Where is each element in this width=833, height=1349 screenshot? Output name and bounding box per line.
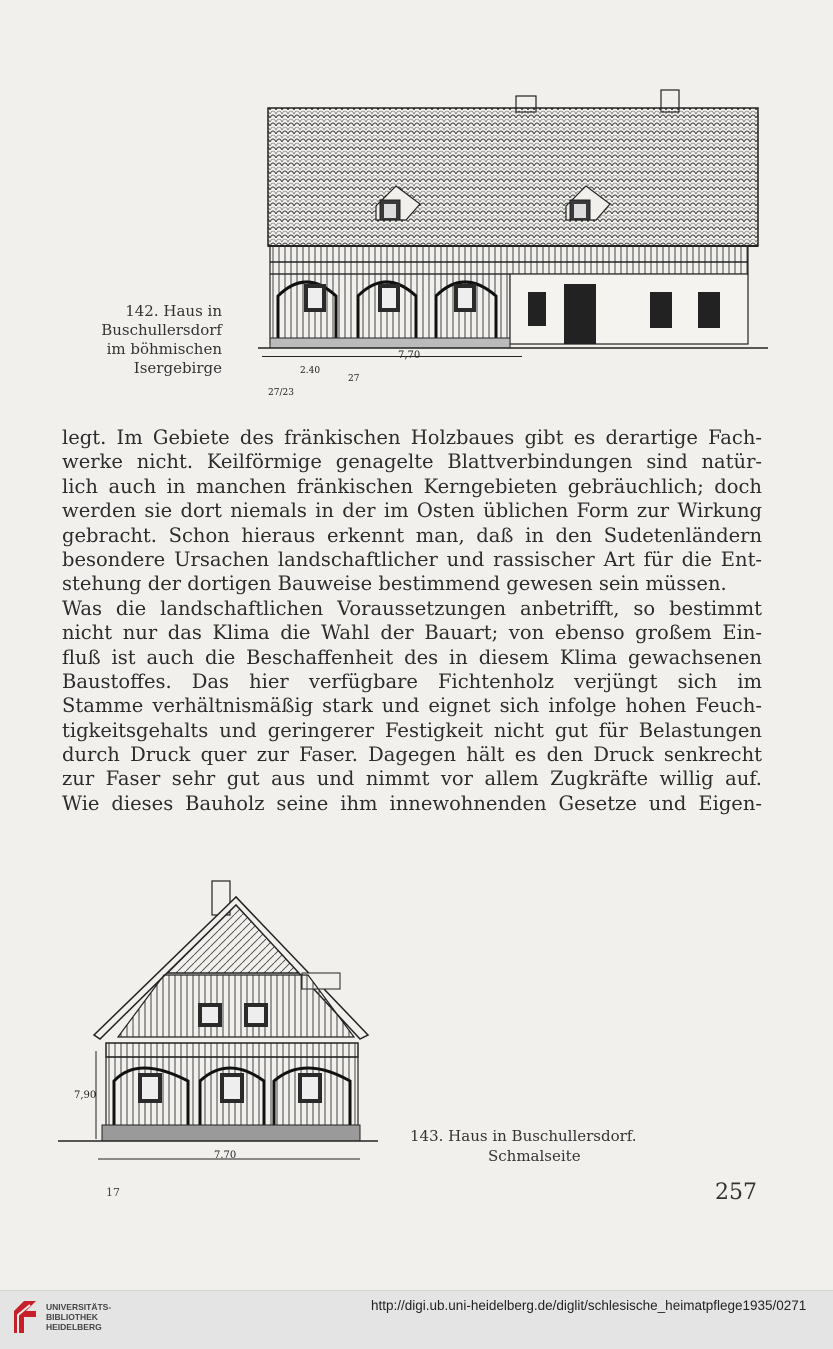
- dimension-line-total: [262, 356, 522, 357]
- figure-143-house-drawing: [58, 875, 378, 1175]
- text-line: fluß ist auch die Beschaffenheit des in diesem Klima gewachsenen: [62, 645, 762, 669]
- signature-mark: 17: [106, 1186, 120, 1199]
- text-line: lich auch in manchen fränkischen Kerngebieten gebräuchlich; doch: [62, 474, 762, 498]
- dimension-total-label: 7,70: [398, 350, 421, 361]
- text-line: zur Faser sehr gut aus und nimmt vor allem Zugkräfte willig auf.: [62, 767, 762, 791]
- dimension-bay-label: 2.40: [300, 366, 321, 376]
- figure-143-caption: [410, 1126, 670, 1166]
- text-line: Wie dieses Bauholz seine ihm innewohnenden Gesetze und Eigen-: [62, 791, 762, 815]
- figure-142-caption: [70, 302, 222, 378]
- caption-line: Buschullersdorf: [101, 321, 222, 339]
- text-line: stehung der dortigen Bauweise bestimmend gewesen sein müssen.: [62, 572, 727, 596]
- dimension-height-label: 7,90: [74, 1090, 97, 1101]
- caption-line: Schmalseite: [488, 1147, 581, 1165]
- caption-line: 142. Haus in: [125, 302, 222, 320]
- text-line: Baustoffes. Das hier verfügbare Fichtenholz verjüngt sich im: [62, 669, 762, 693]
- library-logo-icon: [10, 1297, 40, 1337]
- text-line: tigkeitsgehalts und geringerer Festigkeit nicht gut für Belastungen: [62, 718, 762, 742]
- text-line: werke nicht. Keilförmige genagelte Blattverbindungen sind natür-: [62, 450, 762, 474]
- text-line: werden sie dort niemals in der im Osten üblichen Form zur Wirkung: [62, 499, 762, 523]
- logo-line: BIBLIOTHEK: [46, 1312, 98, 1322]
- text-line: gebracht. Schon hieraus erkennt man, daß in den Sudetenländern: [62, 523, 762, 547]
- library-logo-text: [46, 1302, 111, 1332]
- text-line: nicht nur das Klima die Wahl der Bauart; von ebenso großem Ein-: [62, 621, 762, 645]
- dimension-post-ratio-label: 27/23: [268, 388, 294, 398]
- page-number: 257: [715, 1180, 757, 1205]
- source-url-link[interactable]: http://digi.ub.uni-heidelberg.de/diglit/schlesische_heimatpflege1935/0271: [371, 1298, 807, 1313]
- caption-line: 143. Haus in Buschullersdorf.: [410, 1127, 637, 1145]
- dimension-post-label: 27: [348, 374, 360, 384]
- text-line: Was die landschaftlichen Voraussetzungen anbetrifft, so bestimmt: [62, 596, 762, 620]
- text-line: legt. Im Gebiete des fränkischen Holzbaues gibt es derartige Fach-: [62, 426, 762, 449]
- body-text: [62, 426, 762, 816]
- text-line: besondere Ursachen landschaftlicher und rassischer Art für die Ent-: [62, 547, 762, 571]
- logo-line: UNIVERSITÄTS-: [46, 1302, 112, 1312]
- dimension-width-label: 7.70: [214, 1150, 237, 1161]
- text-line: Stamme verhältnismäßig stark und eignet sich infolge hohen Feuch-: [62, 694, 762, 718]
- caption-line: Isergebirge: [133, 359, 222, 377]
- text-line: durch Druck quer zur Faser. Dagegen hält es den Druck senkrecht: [62, 743, 762, 767]
- caption-line: im böhmischen: [106, 340, 222, 358]
- logo-line: HEIDELBERG: [46, 1322, 102, 1332]
- figure-142-house-drawing: [258, 86, 768, 356]
